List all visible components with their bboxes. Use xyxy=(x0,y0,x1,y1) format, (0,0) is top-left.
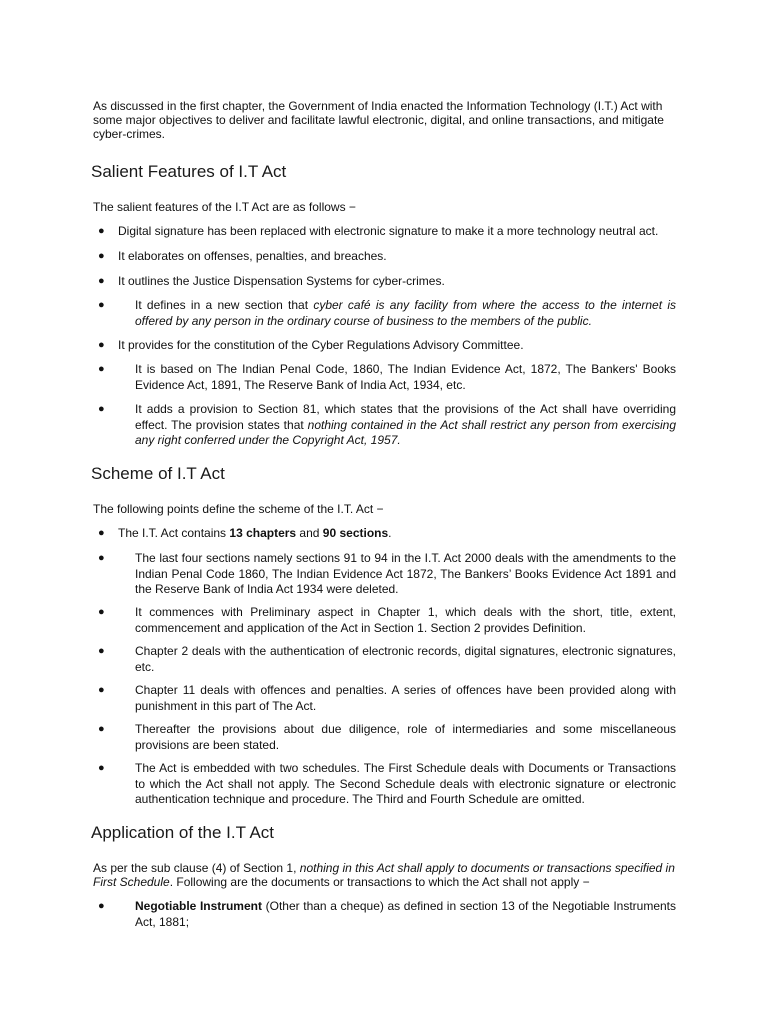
list-item xyxy=(98,722,676,753)
bullet-icon: ● xyxy=(98,723,105,735)
scheme-heading: Scheme of I.T Act xyxy=(91,464,225,483)
list-item-text: . xyxy=(388,526,392,540)
list-item-text: It is based on The Indian Penal Code, 1860, The Indian Evidence Act, 1872, The Bankers' Books Evidence Act, 1891, The Reserve Bank of India Act, 1934, etc. xyxy=(135,362,676,392)
bullet-icon: ● xyxy=(98,527,105,539)
intro-paragraph: As discussed in the first chapter, the Government of India enacted the Information Technology (I.T.) Act with some major objectives to deliver and facilitate lawful electronic, digital, and online transactions, and mitigate cyber-crimes. xyxy=(93,99,664,141)
bullet-icon: ● xyxy=(98,339,105,351)
list-item-text: It adds a provision to Section 81, which states that the provisions of the Act shall have overriding effect. The provision states that xyxy=(135,402,676,432)
list-item-text: Thereafter the provisions about due diligence, role of intermediaries and some miscellaneous provisions are been stated. xyxy=(135,722,676,752)
list-item xyxy=(98,551,676,598)
list-item-text: The I.T. Act contains xyxy=(118,526,230,540)
list-item xyxy=(98,249,676,265)
bullet-icon: ● xyxy=(98,299,105,311)
bullet-icon: ● xyxy=(98,275,105,287)
list-item-text: It commences with Preliminary aspect in Chapter 1, which deals with the short, title, extent, commencement and application of the Act in Section 1. Section 2 provides Definition. xyxy=(135,605,676,635)
application-lead xyxy=(93,861,683,889)
bullet-icon: ● xyxy=(98,900,105,912)
application-heading: Application of the I.T Act xyxy=(91,823,275,842)
list-item-text: The last four sections namely sections 91 to 94 in the I.T. Act 2000 deals with the amendments to the Indian Penal Code 1860, The Indian Evidence Act 1872, The Bankers’ Books Evidence Act 1891 and the Reserve Bank of India Act 1934 were deleted. xyxy=(135,551,676,596)
bullet-icon: ● xyxy=(98,363,105,375)
list-item-text: and xyxy=(296,526,323,540)
list-item-text: (Other than a cheque) as defined in section 13 of the Negotiable Instruments Act, 1881; xyxy=(135,899,677,929)
list-item xyxy=(98,899,677,930)
bullet-icon: ● xyxy=(98,250,105,262)
scheme-lead: The following points define the scheme of the I.T. Act − xyxy=(93,502,384,516)
list-item-text: It outlines the Justice Dispensation Systems for cyber-crimes. xyxy=(118,274,445,288)
list-item xyxy=(98,362,676,393)
list-item xyxy=(98,338,676,354)
list-item xyxy=(98,644,676,675)
bullet-icon: ● xyxy=(98,606,105,618)
bullet-icon: ● xyxy=(98,762,105,774)
bullet-icon: ● xyxy=(98,225,105,237)
chapters-count: 13 chapters xyxy=(229,526,297,540)
list-item xyxy=(98,402,676,449)
bullet-icon: ● xyxy=(98,684,105,696)
list-item-text: Chapter 2 deals with the authentication of electronic records, digital signatures, electronic signatures, etc. xyxy=(135,644,676,674)
list-item-italic-text: nothing contained in the Act shall restrict any person from exercising any right conferred under the Copyright Act, 1957. xyxy=(135,417,676,447)
list-item-bold-text: Negotiable Instrument xyxy=(135,899,262,913)
list-item-text: It provides for the constitution of the Cyber Regulations Advisory Committee. xyxy=(118,338,524,352)
list-item xyxy=(98,605,676,636)
salient-features-heading: Salient Features of I.T Act xyxy=(91,162,287,181)
list-item-text: It elaborates on offenses, penalties, and breaches. xyxy=(118,249,387,263)
sections-count: 90 sections xyxy=(322,526,389,540)
list-item xyxy=(98,761,676,808)
list-item xyxy=(98,274,676,290)
application-lead-text: As per the sub clause (4) of Section 1, xyxy=(93,861,300,875)
list-item-text: Chapter 11 deals with offences and penalties. A series of offences have been provided along with punishment in this part of The Act. xyxy=(135,683,676,713)
list-item xyxy=(98,298,677,329)
bullet-icon: ● xyxy=(98,645,105,657)
list-item xyxy=(98,526,676,542)
list-item xyxy=(98,683,676,714)
list-item-italic-text: cyber café is any facility from where the access to the internet is offered by any person in the ordinary course of business to the members of the public. xyxy=(135,298,677,328)
list-item-text: It defines in a new section that xyxy=(135,298,314,312)
list-item xyxy=(98,224,676,240)
list-item-text: Digital signature has been replaced with electronic signature to make it a more technology neutral act. xyxy=(118,224,659,238)
list-item-text: The Act is embedded with two schedules. The First Schedule deals with Documents or Transactions to which the Act shall not apply. The Second Schedule deals with electronic signature or electronic authentication technique and procedure. The Third and Fourth Schedule are omitted. xyxy=(135,761,676,806)
bullet-icon: ● xyxy=(98,403,105,415)
bullet-icon: ● xyxy=(98,552,105,564)
salient-features-lead: The salient features of the I.T Act are as follows − xyxy=(93,200,356,214)
application-lead-text: . Following are the documents or transactions to which the Act shall not apply − xyxy=(169,875,590,889)
application-lead-italic: nothing in this Act shall apply to documents or transactions specified in First Schedule xyxy=(93,861,675,889)
